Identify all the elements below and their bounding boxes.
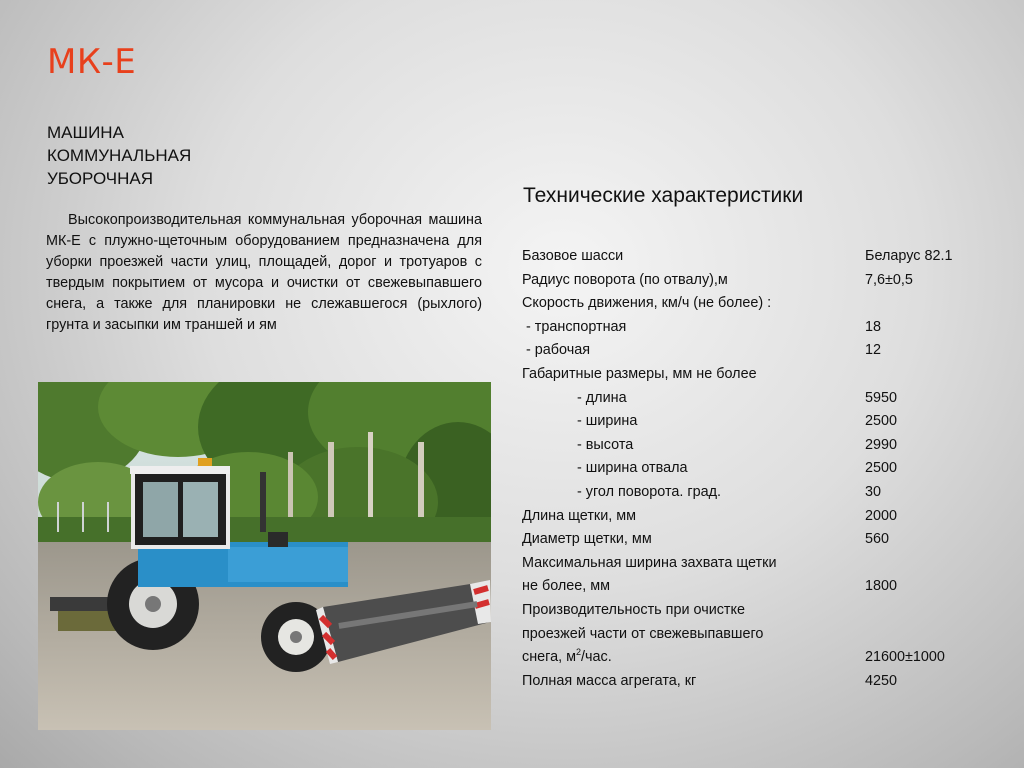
tractor-photo: [38, 382, 491, 730]
specs-table: [522, 245, 1002, 693]
spec-row: [522, 410, 1002, 434]
spec-label: не более, мм: [522, 578, 611, 595]
spec-row: [522, 623, 1002, 647]
spec-label-text: снега, м: [522, 649, 576, 666]
spec-value: 5950: [865, 389, 898, 406]
subtitle-line: КОММУНАЛЬНАЯ: [47, 146, 192, 165]
spec-value: 2500: [865, 413, 898, 430]
page-title: МК-Е: [47, 42, 137, 82]
spec-label-text-after: /час.: [581, 649, 612, 666]
spec-value: 30: [865, 483, 882, 500]
spec-label: [522, 646, 612, 670]
spec-row: [522, 292, 1002, 316]
spec-row: [522, 457, 1002, 481]
spec-label: - угол поворота. град.: [577, 483, 722, 500]
spec-label: - ширина отвала: [577, 460, 688, 477]
spec-label: - ширина: [577, 413, 638, 430]
machine-description: Высокопроизводительная коммунальная уборочная машина МК-Е с плужно-щеточным оборудованием предназначена для уборки проезжей части улиц, площадей, дорог и тротуаров с твердым покрытием от мусора и очистки от свежевыпавшего снега, а также для планировки не слежавшегося (рыхлого) грунта и засыпки им траншей и ям: [46, 212, 482, 333]
spec-row: [522, 646, 1002, 670]
spec-value: 4250: [865, 672, 898, 689]
spec-value: 7,6±0,5: [865, 271, 913, 288]
spec-row: [522, 599, 1002, 623]
spec-row: [522, 269, 1002, 293]
spec-value: 12: [865, 342, 882, 359]
machine-subtitle: [47, 121, 347, 190]
spec-value: 560: [865, 531, 890, 548]
spec-row: [522, 339, 1002, 363]
spec-label: - высота: [577, 436, 634, 453]
spec-row: [522, 363, 1002, 387]
spec-label: Максимальная ширина захвата щетки: [522, 554, 777, 571]
spec-label: Полная масса агрегата, кг: [522, 672, 697, 689]
spec-value: 2000: [865, 507, 898, 524]
spec-label: Диаметр щетки, мм: [522, 531, 652, 548]
subtitle-line: УБОРОЧНАЯ: [47, 169, 154, 188]
spec-row: [522, 481, 1002, 505]
spec-row: [522, 434, 1002, 458]
spec-label-sup: 2: [575, 647, 581, 658]
spec-label: Радиус поворота (по отвалу),м: [522, 271, 728, 288]
spec-label: проезжей части от свежевыпавшего: [522, 625, 764, 642]
spec-label: Скорость движения, км/ч (не более) :: [522, 295, 772, 312]
spec-label: Базовое шасси: [522, 248, 624, 264]
spec-value: 2990: [865, 436, 898, 453]
spec-label: - транспортная: [526, 318, 627, 335]
spec-row: [522, 528, 1002, 552]
spec-value: 18: [865, 318, 882, 335]
spec-value: 21600±1000: [865, 649, 945, 666]
spec-label: Производительность при очистке: [522, 601, 745, 618]
spec-value: 2500: [865, 460, 898, 477]
spec-row: [522, 575, 1002, 599]
spec-row: [522, 316, 1002, 340]
spec-label: - рабочая: [526, 342, 591, 359]
spec-label: Длина щетки, мм: [522, 507, 637, 524]
spec-row: [522, 552, 1002, 576]
spec-label: Габаритные размеры, мм не более: [522, 365, 757, 382]
spec-row: [522, 670, 1002, 694]
spec-row: [522, 505, 1002, 529]
spec-row: [522, 245, 1002, 269]
spec-value: 1800: [865, 578, 898, 595]
subtitle-line: МАШИНА: [47, 123, 124, 142]
specs-title: Технические характеристики: [523, 184, 804, 207]
spec-label: - длина: [577, 389, 627, 406]
spec-value: Беларус 82.1: [865, 248, 953, 264]
spec-row: [522, 387, 1002, 411]
